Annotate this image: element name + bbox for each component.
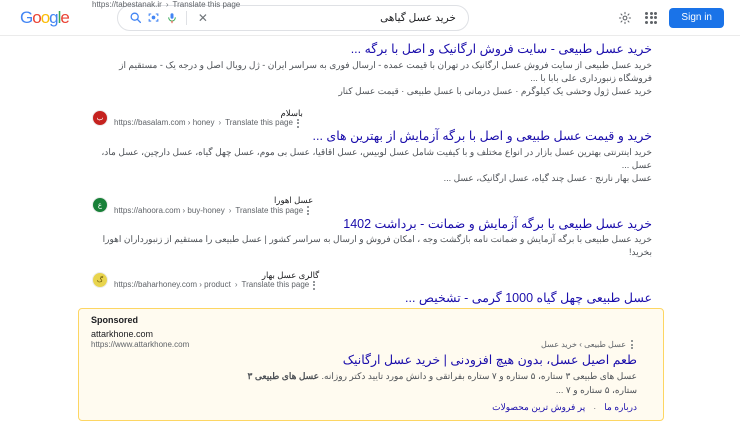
result-source-row	[92, 270, 652, 291]
search-result-item	[92, 42, 652, 98]
ad-site-name: attarkhone.com	[91, 329, 154, 339]
more-options-icon[interactable]	[297, 119, 299, 128]
translate-this-page-link[interactable]: Translate this page	[225, 118, 293, 128]
ad-snippet-line-1	[91, 370, 637, 384]
ad-title-link[interactable]: طعم اصیل عسل، بدون هیچ افزودنی | خرید عسل ارگانیک	[342, 353, 637, 367]
result-sitelinks[interactable]: خرید عسل ژول وحشی یک کیلوگرم · عسل درمانی با عسل طبیعی · قیمت عسل کنار	[338, 85, 652, 96]
ad-snippet-text-1: عسل های طبیعی ۳ ستاره، ۵ ستاره و ۷ ستاره بفراتقی و دانش مورد تایید دکتر روزانه.	[321, 371, 637, 381]
search-result-item	[92, 195, 652, 259]
translate-this-page-link[interactable]: Translate this page	[172, 0, 241, 9]
ad-sitelink-about[interactable]: درباره ما	[604, 402, 637, 412]
ad-sitelinks	[91, 402, 637, 413]
ad-sitelink-bestsellers[interactable]: پر فروش ترین محصولات	[492, 402, 586, 412]
ad-snippet-line-2: ستاره، ۵ ستاره و ۷ ...	[555, 384, 637, 395]
result-title-link[interactable]: خرید عسل طبیعی - سایت فروش ارگانیک و اصل با برگه ...	[350, 42, 652, 56]
favicon-icon: گ	[92, 272, 108, 288]
sponsored-ad-block	[78, 308, 664, 421]
more-options-icon[interactable]	[307, 206, 309, 215]
result-source-meta	[114, 195, 313, 216]
favicon-icon: ع	[92, 197, 108, 213]
result-title-link[interactable]: عسل طبیعی چهل گیاه 1000 گرمی - تشخیص ...	[405, 291, 652, 306]
translate-this-page-link[interactable]: Translate this page	[235, 205, 304, 215]
search-results-list	[92, 40, 652, 343]
ad-sitelink-separator: ·	[593, 402, 597, 413]
result-source-row	[92, 195, 652, 216]
result-snippet: خرید اینترنتی بهترین عسل بازار در انواع مختلف و با کیفیت شامل عسل لوبیس، عسل اقاقیا، عسل بی موم، عسل چهل گیاه، عسل دارچین، عسل ماد، عسل ...	[101, 147, 652, 171]
result-url: https://baharhoney.com › product	[114, 280, 231, 290]
favicon-icon: ب	[92, 110, 108, 126]
translate-this-page-link[interactable]: Translate this page	[241, 280, 310, 290]
url-separator: ›	[218, 118, 222, 128]
sponsored-ad-content	[91, 329, 651, 413]
more-options-icon[interactable]	[313, 281, 315, 290]
result-source-meta	[114, 108, 303, 129]
more-options-icon[interactable]	[631, 340, 633, 349]
sponsored-label: Sponsored	[91, 315, 139, 325]
search-input[interactable]: خرید عسل گیاهی	[380, 11, 456, 24]
result-url-row	[114, 280, 319, 290]
search-divider	[186, 11, 187, 25]
result-url-row	[114, 206, 313, 216]
result-source-row	[92, 108, 652, 129]
result-snippet: خرید عسل طبیعی از سایت فروش عسل ارگانیک در تهران با قیمت عمده - ارسال فوری به سراسر ایران - ژل رویال اصل و درجه یک - مستقیم از فروشگاه زنبورداری علی بابا با ...	[119, 59, 652, 83]
sign-in-button[interactable]: Sign in	[669, 8, 724, 28]
url-separator: ›	[234, 280, 238, 290]
result-source-meta	[114, 270, 319, 291]
result-url: https://ahoora.com › buy-honey	[114, 205, 225, 215]
result-url-row	[114, 118, 303, 128]
result-site-name: گالری عسل بهار	[261, 269, 320, 280]
result-site-name: عسل اهورا	[274, 195, 314, 206]
result-snippet: خرید عسل طبیعی با برگه آزمایش و ضمانت نامه بازگشت وجه ، امکان فروش و ارسال به سراسر کشور | عسل طبیعی را مستقیم از زنبورداران اهورا بخرید!	[102, 234, 652, 258]
result-site-name: باسلام	[280, 107, 303, 118]
url-separator: ›	[228, 205, 232, 215]
result-title-link[interactable]: خرید عسل طبیعی با برگه آزمایش و ضمانت - برداشت 1402	[343, 216, 652, 231]
google-logo[interactable]: Google	[20, 7, 69, 27]
result-title-link[interactable]: خرید و قیمت عسل طبیعی و اصل با برگه آزمایش از بهترین های ...	[312, 129, 652, 144]
cut-result-url: https://tabestanak.ir	[92, 0, 162, 9]
close-icon[interactable]: ✕	[197, 10, 208, 25]
result-url: https://basalam.com › honey	[114, 118, 215, 128]
cut-off-result-meta	[92, 0, 652, 12]
ad-snippet-bold: عسل های طبیعی ۳	[247, 371, 320, 381]
cut-result-separator: ›	[165, 0, 169, 9]
result-sitelinks[interactable]: عسل بهار نارنج · عسل چند گیاه، عسل ارگانیک، عسل ...	[443, 173, 652, 184]
ad-url: https://www.attarkhone.com	[91, 340, 190, 349]
ad-url-row	[91, 340, 637, 349]
search-result-item	[92, 108, 652, 185]
ad-breadcrumb: عسل طبیعی › خرید عسل	[541, 340, 626, 349]
